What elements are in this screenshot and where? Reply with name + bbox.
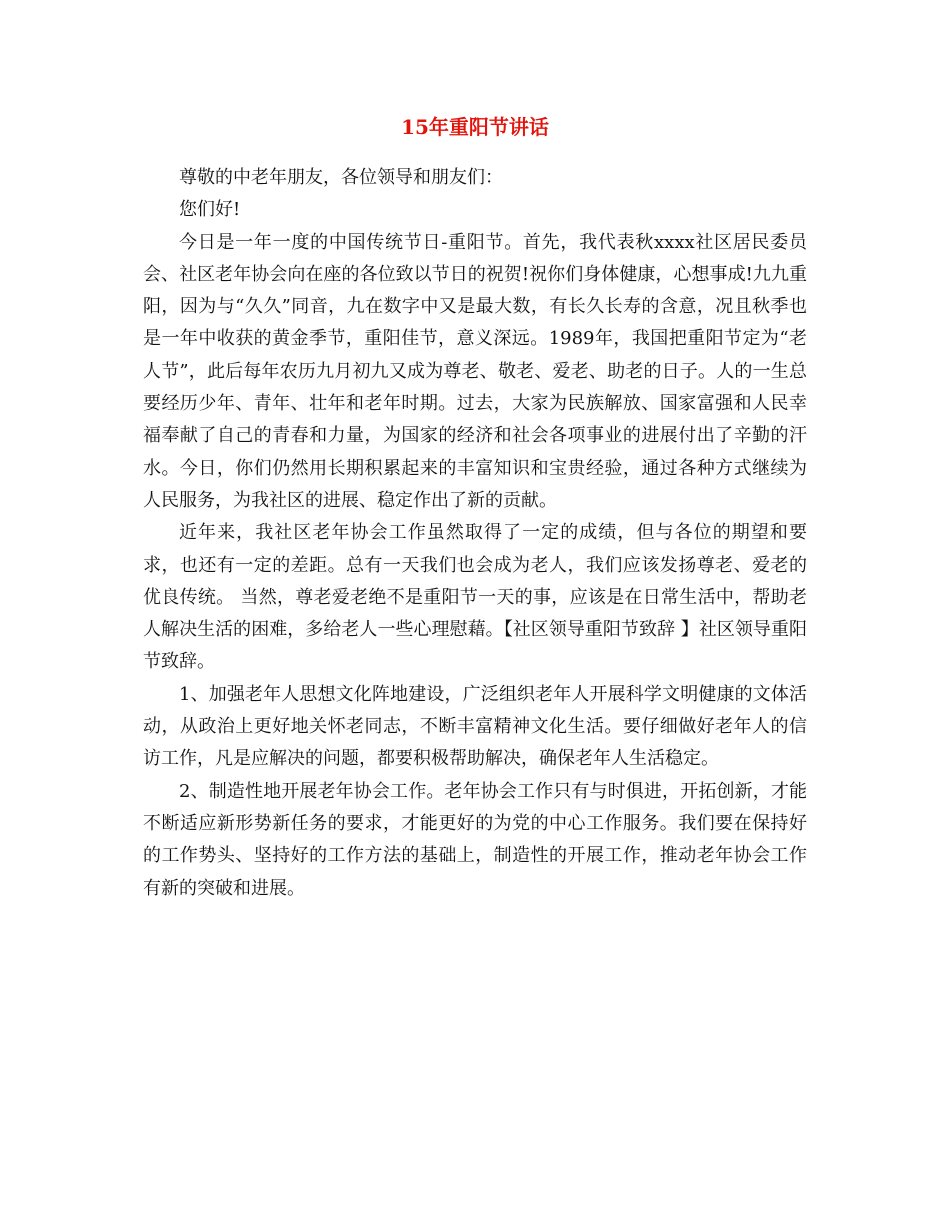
page-title: 15年重阳节讲话 [401,115,549,139]
paragraph-greeting: 您们好! [179,199,241,221]
document-body [143,162,807,905]
paragraph-point-2: 2、制造性地开展老年协会工作。老年协会工作只有与时俱进，开拓创新，才能不断适应新形势新任务的要求，才能更好的为党的中心工作服务。我们要在保持好的工作势头、坚持好的工作方法的基础上，制造性的开展工作，推动老年协会工作有新的突破和进展。 [143,780,807,899]
paragraph-introduction: 今日是一年一度的中国传统节日-重阳节。首先，我代表秋xxxx社区居民委员会、社区老年协会向在座的各位致以节日的祝贺!祝你们身体健康，心想事成!九九重阳，因为与“久久”同音，九在数字中又是最大数，有长久长寿的含意，况且秋季也是一年中收获的黄金季节，重阳佳节，意义深远。1989年，我国把重阳节定为“老人节”，此后每年农历九月初九又成为尊老、敬老、爱老、助老的日子。人的一生总要经历少年、青年、壮年和老年时期。过去，大家为民族解放、国家富强和人民幸福奉献了自己的青春和力量，为国家的经济和社会各项事业的进展付出了辛勤的汗水。今日，你们仍然用长期积累起来的丰富知识和宝贵经验，通过各种方式继续为人民服务，为我社区的进展、稳定作出了新的贡献。 [143,231,807,511]
paragraph-point-1: 1、加强老年人思想文化阵地建设，广泛组织老年人开展科学文明健康的文体活动，从政治上更好地关怀老同志，不断丰富精神文化生活。要仔细做好老年人的信访工作，凡是应解决的问题，都要积极帮助解决，确保老年人生活稳定。 [143,683,807,770]
paragraph-salutation: 尊敬的中老年朋友，各位领导和朋友们： [179,167,503,188]
paragraph-recent-years: 近年来，我社区老年协会工作虽然取得了一定的成绩，但与各位的期望和要求，也还有一定的差距。总有一天我们也会成为老人，我们应该发扬尊老、爱老的优良传统。 当然，尊老爱老绝不是重阳节一天的事，应该是在日常生活中，帮助老人解决生活的困难，多给老人一些心理慰藉。【社区领导重阳节致辞 】社区领导重阳节致辞。 [143,522,807,673]
